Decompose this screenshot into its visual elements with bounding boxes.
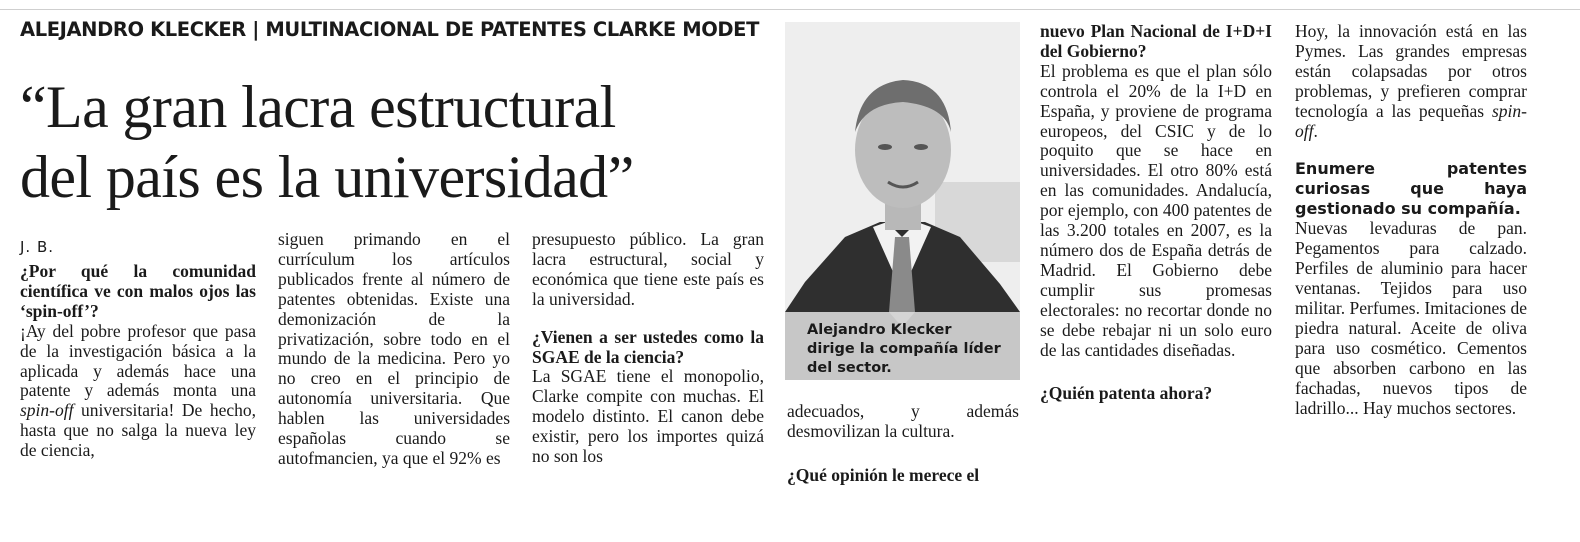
top-rule <box>0 9 1580 10</box>
column-2 <box>278 230 510 469</box>
answer-patentes-curiosas: Nuevas levaduras de pan. Pegamentos para calzado. Perfiles de aluminio para hacer ventanas. Tejidos para uso militar. Perfumes. Imitaciones de piedra natural. Aceite de oliva para uso cosmético. Cementos que absorben carbono en las fachadas, nuevos tipos de ladrillo... Hay muchos sectores. <box>1295 218 1527 418</box>
question-quien-patenta: ¿Quién patenta ahora? <box>1040 383 1213 404</box>
headline-line-2: del país es la universidad” <box>20 144 634 210</box>
headline-line-1: “La gran lacra estructural <box>20 74 616 140</box>
question-patentes-curiosas: Enumere patentes curiosas que haya gestionado su compañía. <box>1295 159 1527 219</box>
portrait-photo <box>785 22 1020 380</box>
answer-sgae: La SGAE tiene el monopolio, Clarke compite con muchas. El modelo distinto. El canon debe existir, pero los importes quizá no son los <box>532 366 764 467</box>
column-5 <box>1040 22 1272 404</box>
question-spin-off: ¿Por qué la comunidad científica ve con malos ojos las ‘spin-off’? <box>20 261 256 321</box>
column-3-text: presupuesto público. La gran lacra estructural, social y económica que tiene este país es la universidad. <box>532 229 764 309</box>
column-3 <box>532 230 764 467</box>
answer-quien-patenta: Hoy, la innovación está en las Pymes. Las grandes empresas están colapsadas por otros problemas, y prefieren comprar tecnología a las pequeñas spin-off. <box>1295 21 1527 141</box>
photo-caption: Alejandro Klecker dirige la compañía líder del sector. <box>807 322 1001 376</box>
byline: J. B. <box>20 238 55 256</box>
column-2-text: siguen primando en el currículum los artículos publicados frente al número de patentes obtenidas. Existe una demonización de la privatización, sobre todo en el mundo de la medicina. Pero yo no creo en el principio de autonomía universitaria. Que hablen las universidades españolas cuando se autofmancien, ya que el 92% es <box>278 229 510 468</box>
kicker: ALEJANDRO KLECKER | MULTINACIONAL DE PATENTES CLARKE MODET <box>20 18 759 41</box>
headline <box>20 72 634 212</box>
column-6 <box>1295 22 1527 419</box>
column-4-text: adecuados, y además desmovilizan la cultura. <box>787 401 1019 441</box>
question-sgae: ¿Vienen a ser ustedes como la SGAE de la ciencia? <box>532 326 764 367</box>
column-1 <box>20 262 256 461</box>
answer-spin-off: ¡Ay del pobre profesor que pasa de la investigación básica a la aplicada y además hace una patente y además monta una spin-off universitaria! De hecho, hasta que no salga la nueva ley de ciencia, <box>20 320 256 461</box>
question-plan-nacional-start: ¿Qué opinión le merece el <box>787 464 980 485</box>
answer-plan-nacional: El problema es que el plan sólo controla el 20% de la I+D en España, y proviene de programa europeos, del CSIC y de lo poquito que se hace en universidades. El otro 80% está en las comunidades. Andalucía, por ejemplo, con 400 patentes de las 3.200 totales en 2007, es la número dos de España detrás de Madrid. El Gobierno debe cumplir sus promesas electorales: no recortar donde no se debe rebajar ni un solo euro de las cantidades diseñadas. <box>1040 60 1272 360</box>
question-plan-nacional: nuevo Plan Nacional de I+D+I del Gobierno? <box>1040 21 1272 61</box>
column-4 <box>787 402 1019 486</box>
